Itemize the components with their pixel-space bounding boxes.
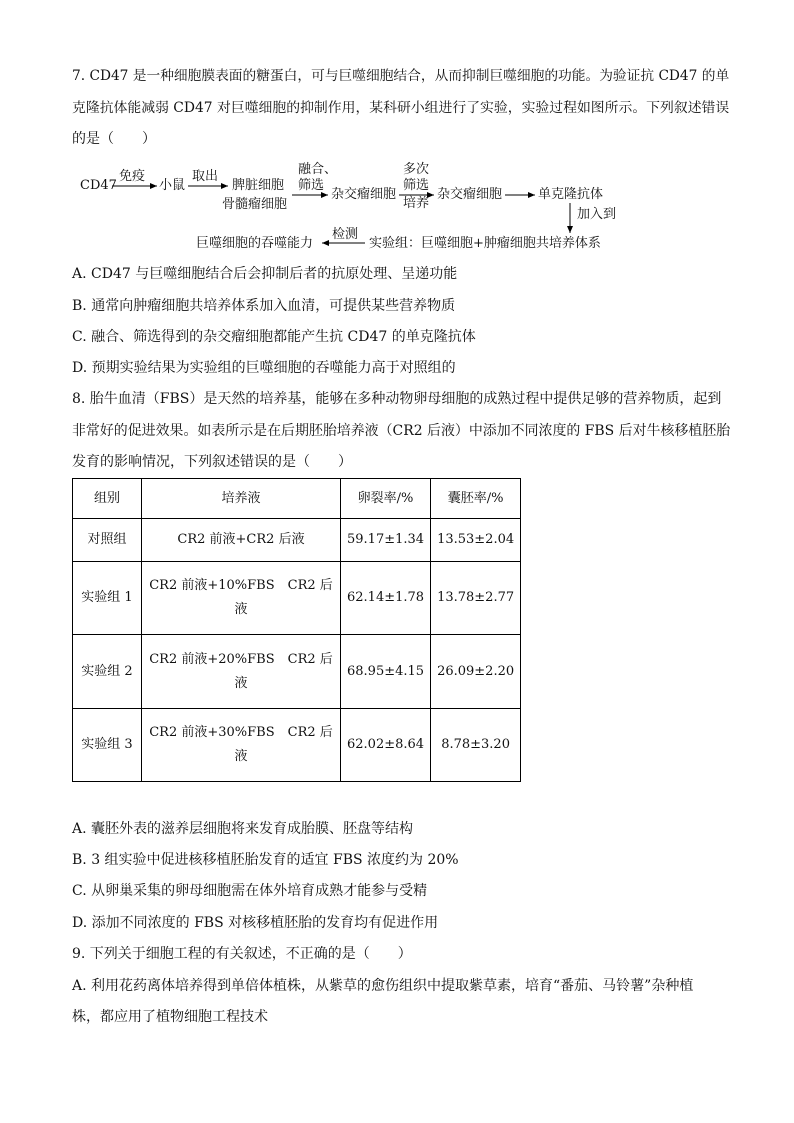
header-medium: 培养液 bbox=[142, 479, 341, 519]
flow-arrows bbox=[0, 0, 794, 260]
q8-option-a: A. 囊胚外表的滋养层细胞将来发育成胎膜、胚盘等结构 bbox=[72, 821, 414, 837]
diagram-hybridoma-2: 杂交瘤细胞 bbox=[437, 187, 503, 202]
q9-stem: 9. 下列关于细胞工程的有关叙述，不正确的是（ ） bbox=[72, 946, 412, 962]
diagram-hybridoma-1: 杂交瘤细胞 bbox=[331, 187, 397, 202]
q7-stem-line-2: 克隆抗体能减弱 CD47 对巨噬细胞的抑制作用，某科研小组进行了实验，实验过程如图所示。下列叙述错误 bbox=[72, 100, 730, 116]
cell-medium-line-1: CR2 前液+20%FBS CR2 后 bbox=[149, 651, 333, 667]
header-cleavage-rate: 卵裂率/% bbox=[341, 479, 431, 519]
cell-cleavage: 59.17±1.34 bbox=[341, 519, 431, 562]
cell-group: 对照组 bbox=[73, 519, 142, 562]
diagram-myeloma-cells: 骨髓瘤细胞 bbox=[222, 197, 288, 212]
q7-option-d: D. 预期实验结果为实验组的巨噬细胞的吞噬能力高于对照组的 bbox=[72, 360, 456, 376]
diagram-cd47: CD47 bbox=[80, 178, 117, 193]
cell-group: 实验组 1 bbox=[73, 562, 142, 635]
cell-medium bbox=[142, 635, 341, 709]
cell-blastocyst: 8.78±3.20 bbox=[431, 709, 521, 782]
diagram-fuse-label-2: 筛选 bbox=[298, 178, 325, 193]
diagram-mouse: 小鼠 bbox=[159, 178, 186, 193]
cell-medium-line-2: 液 bbox=[234, 602, 248, 617]
q7-option-b: B. 通常向肿瘤细胞共培养体系加入血清，可提供某些营养物质 bbox=[72, 298, 456, 314]
diagram-phagocytic-ability: 巨噬细胞的吞噬能力 bbox=[196, 236, 314, 251]
cell-cleavage: 68.95±4.15 bbox=[341, 635, 431, 709]
q9-option-a-line-2: 株，都应用了植物细胞工程技术 bbox=[72, 1009, 268, 1025]
cell-blastocyst: 13.78±2.77 bbox=[431, 562, 521, 635]
cell-medium-line-2: 液 bbox=[234, 749, 248, 764]
q7-stem-line-1: 7. CD47 是一种细胞膜表面的糖蛋白，可与巨噬细胞结合，从而抑制巨噬细胞的功能。为验证抗 CD47 的单 bbox=[72, 68, 730, 84]
q8-option-b: B. 3 组实验中促进核移植胚胎发育的适宜 FBS 浓度约为 20% bbox=[72, 852, 459, 868]
diagram-experiment-group: 实验组：巨噬细胞+肿瘤细胞共培养体系 bbox=[369, 236, 601, 251]
cell-medium: CR2 前液+CR2 后液 bbox=[142, 519, 341, 562]
cell-medium-line-2: 液 bbox=[234, 675, 248, 691]
q9-option-a-line-1: A. 利用花药离体培养得到单倍体植株，从紫草的愈伤组织中提取紫草素，培育“番茄、马铃薯”杂种植 bbox=[72, 978, 694, 994]
q8-stem-line-3: 发育的影响情况，下列叙述错误的是（ ） bbox=[72, 454, 352, 470]
diagram-detect-label: 检测 bbox=[332, 227, 359, 242]
header-group: 组别 bbox=[73, 479, 142, 519]
q8-stem-line-2: 非常好的促进效果。如表所示是在后期胚胎培养液（CR2 后液）中添加不同浓度的 FBS 后对牛核移植胚胎 bbox=[72, 423, 731, 439]
fbs-results-table bbox=[72, 478, 521, 782]
diagram-extract-label: 取出 bbox=[192, 169, 219, 184]
diagram-multi-label-3: 培养 bbox=[403, 196, 430, 211]
cell-cleavage: 62.02±8.64 bbox=[341, 709, 431, 782]
cell-cleavage: 62.14±1.78 bbox=[341, 562, 431, 635]
diagram-spleen-cells: 脾脏细胞 bbox=[232, 178, 285, 193]
diagram-fuse-label-1: 融合、 bbox=[298, 162, 338, 177]
diagram-multi-label-2: 筛选 bbox=[403, 178, 430, 193]
cell-medium bbox=[142, 562, 341, 635]
cell-medium-line-1: CR2 前液+10%FBS CR2 后 bbox=[149, 578, 333, 593]
q8-option-c: C. 从卵巢采集的卵母细胞需在体外培育成熟才能参与受精 bbox=[72, 883, 428, 899]
header-blastocyst-rate: 囊胚率/% bbox=[431, 479, 521, 519]
cell-medium bbox=[142, 709, 341, 782]
cell-blastocyst: 26.09±2.20 bbox=[431, 635, 521, 709]
cell-blastocyst: 13.53±2.04 bbox=[431, 519, 521, 562]
diagram-monoclonal-antibody: 单克隆抗体 bbox=[538, 187, 604, 202]
table-row bbox=[73, 562, 521, 635]
table-row bbox=[73, 519, 521, 562]
diagram-add-to-label: 加入到 bbox=[577, 207, 617, 222]
table-row bbox=[73, 635, 521, 709]
q7-option-c: C. 融合、筛选得到的杂交瘤细胞都能产生抗 CD47 的单克隆抗体 bbox=[72, 329, 476, 345]
q8-stem-line-1: 8. 胎牛血清（FBS）是天然的培养基，能够在多种动物卵母细胞的成熟过程中提供足够的营养物质，起到 bbox=[72, 391, 722, 407]
cell-medium-line-1: CR2 前液+30%FBS CR2 后 bbox=[149, 725, 333, 740]
cell-group: 实验组 3 bbox=[73, 709, 142, 782]
diagram-immunize-label: 免疫 bbox=[119, 169, 146, 184]
cell-group: 实验组 2 bbox=[73, 635, 142, 709]
q7-option-a: A. CD47 与巨噬细胞结合后会抑制后者的抗原处理、呈递功能 bbox=[72, 266, 458, 282]
table-row bbox=[73, 709, 521, 782]
table-header-row bbox=[73, 479, 521, 519]
q8-option-d: D. 添加不同浓度的 FBS 对核移植胚胎的发育均有促进作用 bbox=[72, 915, 439, 931]
q7-stem-line-3: 的是（ ） bbox=[72, 131, 156, 147]
diagram-multi-label-1: 多次 bbox=[403, 162, 430, 177]
